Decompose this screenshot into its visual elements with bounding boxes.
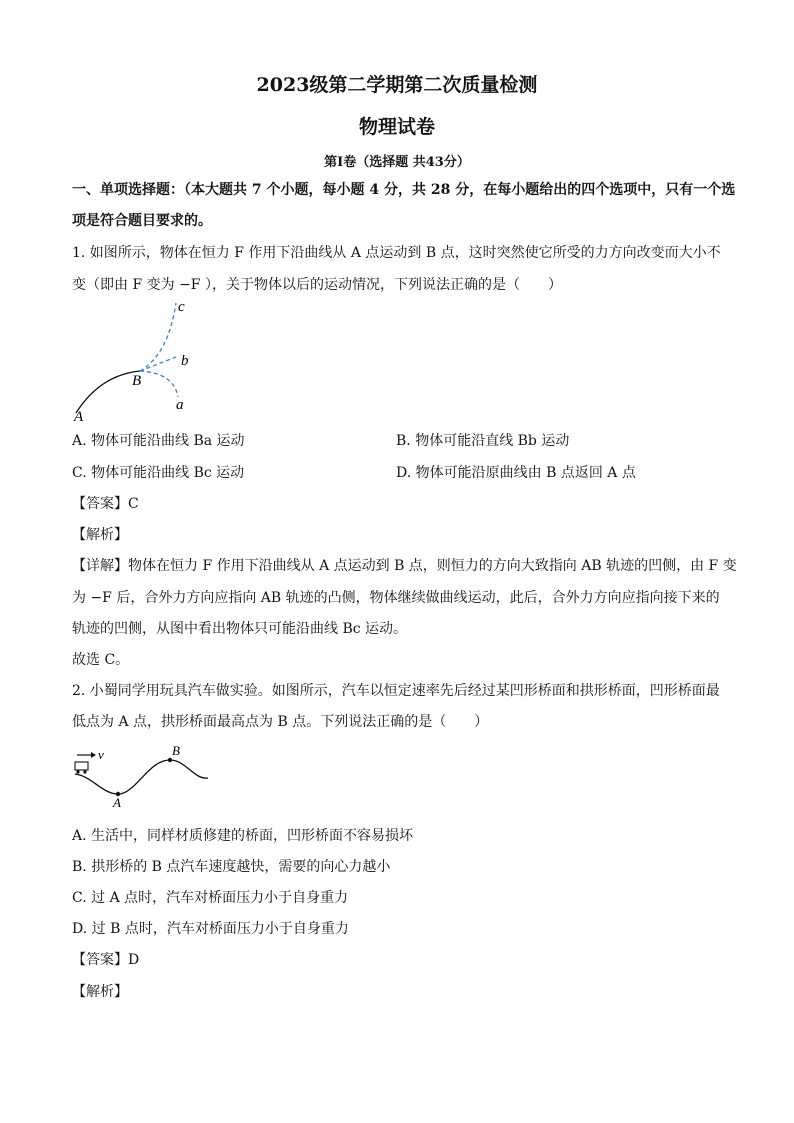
q1-dashed-curve-Bc [140,303,176,371]
q1-dashed-curve-Ba [140,371,178,397]
q2-option-c: C. 过 A 点时，汽车对桥面压力小于自身重力 [72,890,349,906]
q2-label-B: B [172,743,180,758]
q1-dashed-line-Bb [140,357,176,371]
q1-option-d: D. 物体可能沿原曲线由 B 点返回 A 点 [396,465,636,481]
part-title: 第I卷（选择题 共43分） [324,155,470,170]
q2-label-A: A [113,795,121,810]
section-instructions-line-1: 一、单项选择题：（本大题共 7 个小题，每小题 4 分，共 28 分，在每小题给出的四个选项中，只有一个选 [72,182,736,198]
q2-answer: 【答案】D [72,952,140,968]
q1-conclusion: 故选 C。 [72,652,130,668]
q2-velocity-arrowhead [91,752,96,758]
q2-bridge-figure [70,744,215,812]
q1-label-A: A [74,409,84,425]
q2-point-B [168,758,172,762]
q2-label-v: v [98,747,104,762]
exam-title: 2023级第二学期第二次质量检测 [256,74,538,96]
q1-stem-line-1: 1. 如图所示，物体在恒力 F 作用下沿曲线从 A 点运动到 B 点，这时突然使它所受的力方向改变而大小不 [72,245,721,261]
q2-option-a: A. 生活中，同样材质修建的桥面，凹形桥面不容易损坏 [72,828,414,844]
car-wheel-icon [83,770,86,773]
q2-option-d: D. 过 B 点时，汽车对桥面压力小于自身重力 [72,921,349,937]
q1-trajectory-figure [70,295,210,425]
q2-option-b: B. 拱形桥的 B 点汽车速度越快，需要的向心力越小 [72,859,391,875]
q2-stem-line-1: 2. 小蜀同学用玩具汽车做实验。如图所示，汽车以恒定速率先后经过某凹形桥面和拱形桥面，凹形桥面最 [72,683,720,699]
q1-label-a: a [176,397,184,413]
q1-option-b: B. 物体可能沿直线 Bb 运动 [396,433,570,449]
subject-title: 物理试卷 [358,116,435,138]
q1-label-B: B [132,373,142,389]
car-wheel-icon [76,770,79,773]
q2-bridge-curve [75,760,208,794]
q1-stem-line-2: 变（即由 F 变为 −F ），关于物体以后的运动情况，下列说法正确的是（ ） [72,277,562,293]
car-icon [75,762,88,770]
q2-stem-line-2: 低点为 A 点，拱形桥面最高点为 B 点。下列说法正确的是（ ） [72,714,489,730]
q1-option-c: C. 物体可能沿曲线 Bc 运动 [72,465,245,481]
q1-label-b: b [181,353,189,369]
q1-detail-line-3: 轨迹的凹侧，从图中看出物体只可能沿曲线 Bc 运动。 [72,621,408,637]
q1-analysis-heading: 【解析】 [72,527,128,543]
q1-option-a: A. 物体可能沿曲线 Ba 运动 [72,433,245,449]
q1-curve-AB [76,371,140,413]
q2-analysis-heading: 【解析】 [72,984,128,1000]
q1-label-c: c [178,299,185,315]
q1-detail-line-1: 【详解】物体在恒力 F 作用下沿曲线从 A 点运动到 B 点，则恒力的方向大致指向 AB 轨迹的凹侧，由 F 变 [72,558,737,574]
q1-detail-line-2: 为 −F 后，合外力方向应指向 AB 轨迹的凸侧，物体继续做曲线运动，此后，合外力方向应指向接下来的 [72,590,720,606]
section-instructions-line-2: 项是符合题目要求的。 [72,213,212,229]
q1-answer: 【答案】C [72,496,139,512]
